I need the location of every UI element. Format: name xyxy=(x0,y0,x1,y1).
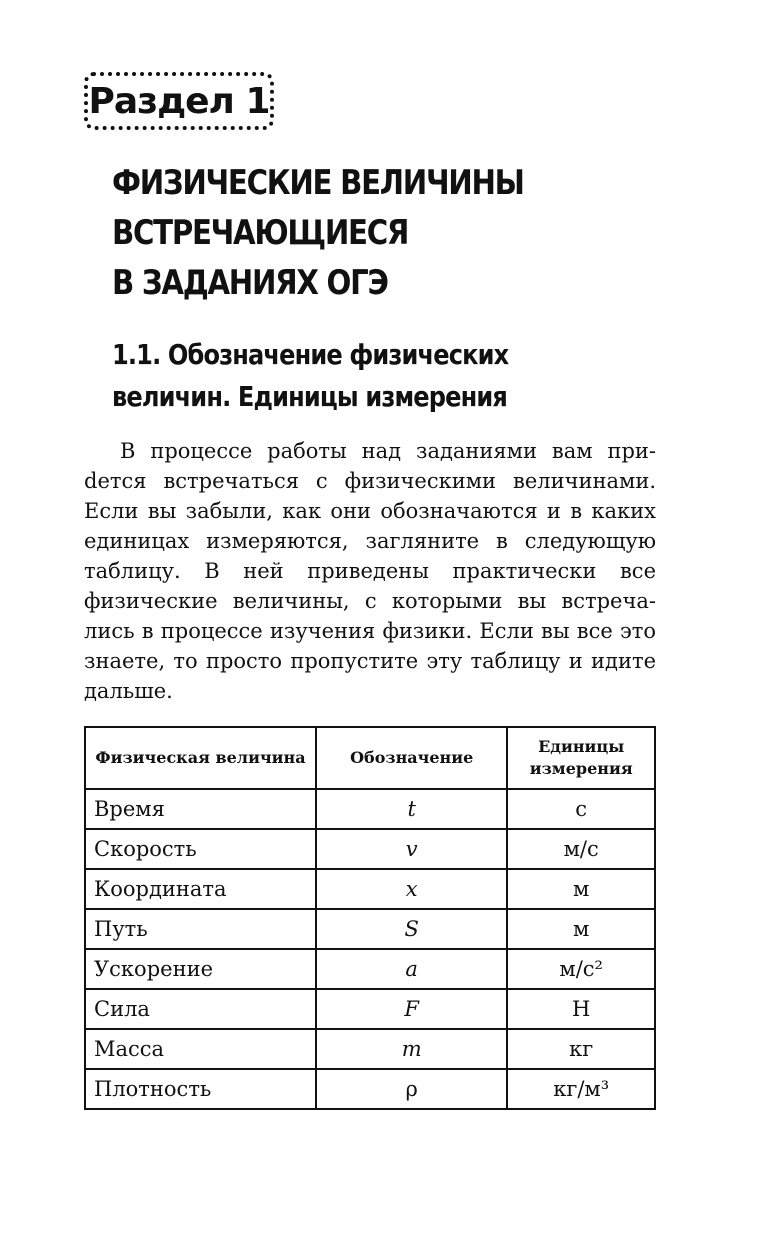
quantity-unit: м/с xyxy=(507,829,655,869)
quantity-name: Ускорение xyxy=(85,949,316,989)
quantity-symbol: ρ xyxy=(316,1069,507,1109)
quantity-unit: кг xyxy=(507,1029,655,1069)
quantity-unit: м xyxy=(507,909,655,949)
quantity-unit: м/с² xyxy=(507,949,655,989)
quantity-symbol: a xyxy=(316,949,507,989)
subsection-title-line: 1.1. Обозначение физических xyxy=(112,338,509,371)
table-header-row xyxy=(85,727,655,789)
header-quantity: Физическая величина xyxy=(85,727,316,789)
table-row xyxy=(85,829,655,869)
quantity-name: Координата xyxy=(85,869,316,909)
quantity-unit: кг/м³ xyxy=(507,1069,655,1109)
subsection-title xyxy=(112,334,508,418)
header-symbol: Обозначение xyxy=(316,727,507,789)
quantity-name: Масса xyxy=(85,1029,316,1069)
subsection-title-line: величин. Единицы измерения xyxy=(112,380,507,413)
quantity-symbol: t xyxy=(316,789,507,829)
table-row xyxy=(85,1029,655,1069)
quantities-table xyxy=(84,726,656,1110)
header-unit: Единицы измерения xyxy=(507,727,655,789)
quantity-name: Путь xyxy=(85,909,316,949)
quantity-name: Плотность xyxy=(85,1069,316,1109)
table-row xyxy=(85,989,655,1029)
chapter-title-line: ФИЗИЧЕСКИЕ ВЕЛИЧИНЫ xyxy=(112,163,524,203)
quantity-unit: м xyxy=(507,869,655,909)
quantity-name: Сила xyxy=(85,989,316,1029)
chapter-title-line: В ЗАДАНИЯХ ОГЭ xyxy=(112,263,388,303)
quantity-symbol: F xyxy=(316,989,507,1029)
intro-paragraph: В процессе работы над заданиями вам приdется встречаться с физическими величинами. Если вы забыли, как они обозначаются и в каких единицах измеряются, загляните в следующую таблицу. В ней приведены практически все физические величины, с которыми вы встречались в процессе изучения физики. Если вы все это знаете, то просто пропустите эту таблицу и идите дальше. xyxy=(84,439,656,703)
quantity-name: Время xyxy=(85,789,316,829)
quantity-unit: с xyxy=(507,789,655,829)
quantity-unit: Н xyxy=(507,989,655,1029)
chapter-title-line: ВСТРЕЧАЮЩИЕСЯ xyxy=(112,213,409,253)
chapter-title xyxy=(112,158,524,308)
quantity-symbol: v xyxy=(316,829,507,869)
quantity-symbol: S xyxy=(316,909,507,949)
section-label: Раздел 1 xyxy=(84,72,274,130)
table-row xyxy=(85,909,655,949)
quantity-symbol: m xyxy=(316,1029,507,1069)
quantity-symbol: x xyxy=(316,869,507,909)
table-row xyxy=(85,869,655,909)
table-row xyxy=(85,949,655,989)
table-row xyxy=(85,1069,655,1109)
quantity-name: Скорость xyxy=(85,829,316,869)
table-row xyxy=(85,789,655,829)
